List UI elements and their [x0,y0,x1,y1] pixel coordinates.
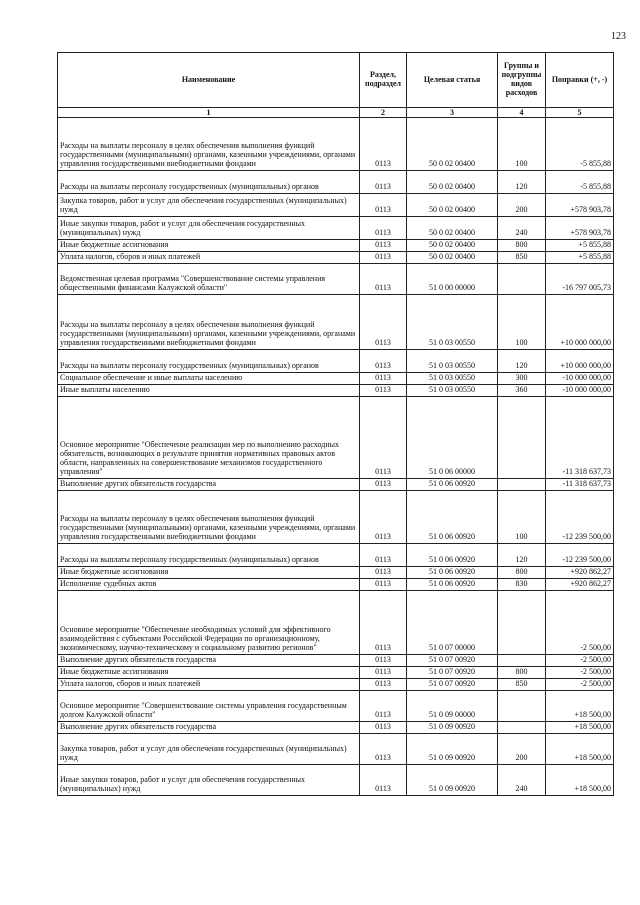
table-row [58,691,614,722]
row-section: 0113 [360,479,407,491]
row-adjustment: +5 855,88 [546,252,614,264]
row-name: Расходы на выплаты персоналу государственных (муниципальных) органов [58,350,360,373]
row-name: Основное мероприятие "Обеспечение реализации мер по выполнению расходных обязательств, возникающих в результате принятия нормативных правовых актов области, направленных на совершенствование механизмов государственного управления" [58,397,360,479]
page-number: 123 [611,31,626,42]
row-target-article: 51 0 09 00920 [407,765,498,796]
table-row [58,385,614,397]
row-adjustment: +578 903,78 [546,194,614,217]
row-section: 0113 [360,252,407,264]
column-number: 3 [407,108,498,118]
row-name: Уплата налогов, сборов и иных платежей [58,679,360,691]
row-adjustment: +10 000 000,00 [546,350,614,373]
row-section: 0113 [360,691,407,722]
table-row [58,350,614,373]
row-expense-group: 120 [498,350,546,373]
row-expense-group [498,591,546,655]
row-expense-group: 120 [498,171,546,194]
row-name: Основное мероприятие "Совершенствование системы управления государственным долгом Калужской области" [58,691,360,722]
table-row [58,722,614,734]
row-section: 0113 [360,722,407,734]
row-expense-group: 300 [498,373,546,385]
table-row [58,567,614,579]
row-target-article: 51 0 06 00000 [407,397,498,479]
table-row [58,373,614,385]
row-target-article: 51 0 06 00920 [407,479,498,491]
table-row [58,734,614,765]
table-row [58,491,614,544]
row-expense-group: 200 [498,194,546,217]
row-name: Расходы на выплаты персоналу в целях обеспечения выполнения функций государственными (муниципальными) органами, казенными учреждениями, органами управления государственными внебюджетными фондами [58,491,360,544]
row-expense-group: 830 [498,579,546,591]
row-expense-group [498,479,546,491]
row-expense-group: 200 [498,734,546,765]
row-adjustment: +578 903,78 [546,217,614,240]
row-section: 0113 [360,734,407,765]
row-expense-group: 800 [498,667,546,679]
row-target-article: 50 0 02 00400 [407,240,498,252]
row-expense-group: 850 [498,679,546,691]
row-target-article: 51 0 07 00920 [407,679,498,691]
row-section: 0113 [360,679,407,691]
row-adjustment: +18 500,00 [546,765,614,796]
row-name: Социальное обеспечение и иные выплаты населению [58,373,360,385]
row-section: 0113 [360,118,407,171]
row-expense-group [498,691,546,722]
row-target-article: 51 0 03 00550 [407,350,498,373]
row-section: 0113 [360,240,407,252]
row-adjustment: -12 239 500,00 [546,491,614,544]
row-target-article: 50 0 02 00400 [407,217,498,240]
row-adjustment: -5 855,88 [546,171,614,194]
row-expense-group: 120 [498,544,546,567]
row-target-article: 51 0 09 00920 [407,734,498,765]
row-expense-group: 360 [498,385,546,397]
column-number: 2 [360,108,407,118]
table-row [58,171,614,194]
row-section: 0113 [360,373,407,385]
budget-adjustments-table [57,52,614,796]
row-name: Иные выплаты населению [58,385,360,397]
row-adjustment: -12 239 500,00 [546,544,614,567]
row-expense-group [498,397,546,479]
row-adjustment: +5 855,88 [546,240,614,252]
row-target-article: 51 0 03 00550 [407,295,498,350]
row-target-article: 51 0 00 00000 [407,264,498,295]
row-expense-group: 240 [498,765,546,796]
row-section: 0113 [360,667,407,679]
row-adjustment: -11 318 637,73 [546,397,614,479]
row-adjustment: -10 000 000,00 [546,385,614,397]
row-target-article: 51 0 06 00920 [407,579,498,591]
row-section: 0113 [360,591,407,655]
column-number-row [58,108,614,118]
row-section: 0113 [360,397,407,479]
row-target-article: 51 0 06 00920 [407,544,498,567]
row-name: Выполнение других обязательств государства [58,479,360,491]
table-row [58,655,614,667]
header-target-article: Целевая статья [407,53,498,108]
row-name: Уплата налогов, сборов и иных платежей [58,252,360,264]
row-adjustment: -10 000 000,00 [546,373,614,385]
header-section: Раздел, подраздел [360,53,407,108]
row-target-article: 51 0 09 00000 [407,691,498,722]
table-row [58,397,614,479]
header-expense-group: Группы и подгруппы видов расходов [498,53,546,108]
row-target-article: 51 0 06 00920 [407,491,498,544]
row-target-article: 51 0 06 00920 [407,567,498,579]
table-body [58,118,614,796]
row-target-article: 50 0 02 00400 [407,171,498,194]
table-row [58,194,614,217]
table-row [58,118,614,171]
table-row [58,667,614,679]
row-expense-group: 800 [498,567,546,579]
row-adjustment: -2 500,00 [546,667,614,679]
row-adjustment: +920 862,27 [546,567,614,579]
row-expense-group: 240 [498,217,546,240]
row-name: Расходы на выплаты персоналу в целях обеспечения выполнения функций государственными (муниципальными) органами, казенными учреждениями, органами управления государственными внебюджетными фондами [58,118,360,171]
header-adjustment: Поправки (+, -) [546,53,614,108]
row-name: Иные бюджетные ассигнования [58,667,360,679]
table-row [58,591,614,655]
row-section: 0113 [360,194,407,217]
row-name: Выполнение других обязательств государства [58,722,360,734]
table-row [58,264,614,295]
header-row [58,53,614,108]
row-name: Иные закупки товаров, работ и услуг для обеспечения государственных (муниципальных) нужд [58,765,360,796]
row-adjustment: -11 318 637,73 [546,479,614,491]
row-target-article: 51 0 07 00000 [407,591,498,655]
table-row [58,679,614,691]
row-target-article: 51 0 03 00550 [407,385,498,397]
row-expense-group [498,655,546,667]
row-name: Закупка товаров, работ и услуг для обеспечения государственных (муниципальных) нужд [58,194,360,217]
column-number: 5 [546,108,614,118]
row-section: 0113 [360,491,407,544]
row-target-article: 51 0 09 00920 [407,722,498,734]
row-target-article: 51 0 07 00920 [407,667,498,679]
row-section: 0113 [360,765,407,796]
row-name: Основное мероприятие "Обеспечение необходимых условий для эффективного взаимодействия с субъектами Российской Федерации по организационному, экономическому, научно-техническому и социальному развитию регионов" [58,591,360,655]
table-row [58,252,614,264]
row-expense-group: 800 [498,240,546,252]
row-name: Иные бюджетные ассигнования [58,567,360,579]
column-number: 1 [58,108,360,118]
column-number: 4 [498,108,546,118]
row-section: 0113 [360,655,407,667]
row-expense-group: 100 [498,118,546,171]
row-section: 0113 [360,171,407,194]
row-adjustment: -2 500,00 [546,679,614,691]
row-adjustment: -5 855,88 [546,118,614,171]
row-target-article: 51 0 07 00920 [407,655,498,667]
row-expense-group [498,722,546,734]
row-name: Расходы на выплаты персоналу государственных (муниципальных) органов [58,171,360,194]
row-expense-group [498,264,546,295]
table-row [58,217,614,240]
row-adjustment: -2 500,00 [546,655,614,667]
row-name: Выполнение других обязательств государства [58,655,360,667]
row-expense-group: 100 [498,295,546,350]
row-adjustment: +18 500,00 [546,722,614,734]
header-name: Наименование [58,53,360,108]
row-target-article: 50 0 02 00400 [407,252,498,264]
row-expense-group: 100 [498,491,546,544]
row-name: Закупка товаров, работ и услуг для обеспечения государственных (муниципальных) нужд [58,734,360,765]
row-target-article: 51 0 03 00550 [407,373,498,385]
row-section: 0113 [360,544,407,567]
row-adjustment: +18 500,00 [546,734,614,765]
row-target-article: 50 0 02 00400 [407,194,498,217]
table-row [58,240,614,252]
row-adjustment: -2 500,00 [546,591,614,655]
row-section: 0113 [360,217,407,240]
row-name: Исполнение судебных актов [58,579,360,591]
table-row [58,479,614,491]
table-row [58,544,614,567]
row-expense-group: 850 [498,252,546,264]
row-adjustment: -16 797 005,73 [546,264,614,295]
row-section: 0113 [360,579,407,591]
row-name: Расходы на выплаты персоналу государственных (муниципальных) органов [58,544,360,567]
row-section: 0113 [360,264,407,295]
table-row [58,765,614,796]
table-row [58,295,614,350]
row-name: Ведомственная целевая программа "Совершенствование системы управления общественными финансами Калужской области" [58,264,360,295]
row-name: Расходы на выплаты персоналу в целях обеспечения выполнения функций государственными (муниципальными) органами, казенными учреждениями, органами управления государственными внебюджетными фондами [58,295,360,350]
table-row [58,579,614,591]
row-adjustment: +10 000 000,00 [546,295,614,350]
row-target-article: 50 0 02 00400 [407,118,498,171]
row-name: Иные закупки товаров, работ и услуг для обеспечения государственных (муниципальных) нужд [58,217,360,240]
row-section: 0113 [360,350,407,373]
row-adjustment: +920 862,27 [546,579,614,591]
row-section: 0113 [360,295,407,350]
row-name: Иные бюджетные ассигнования [58,240,360,252]
row-section: 0113 [360,567,407,579]
row-adjustment: +18 500,00 [546,691,614,722]
row-section: 0113 [360,385,407,397]
